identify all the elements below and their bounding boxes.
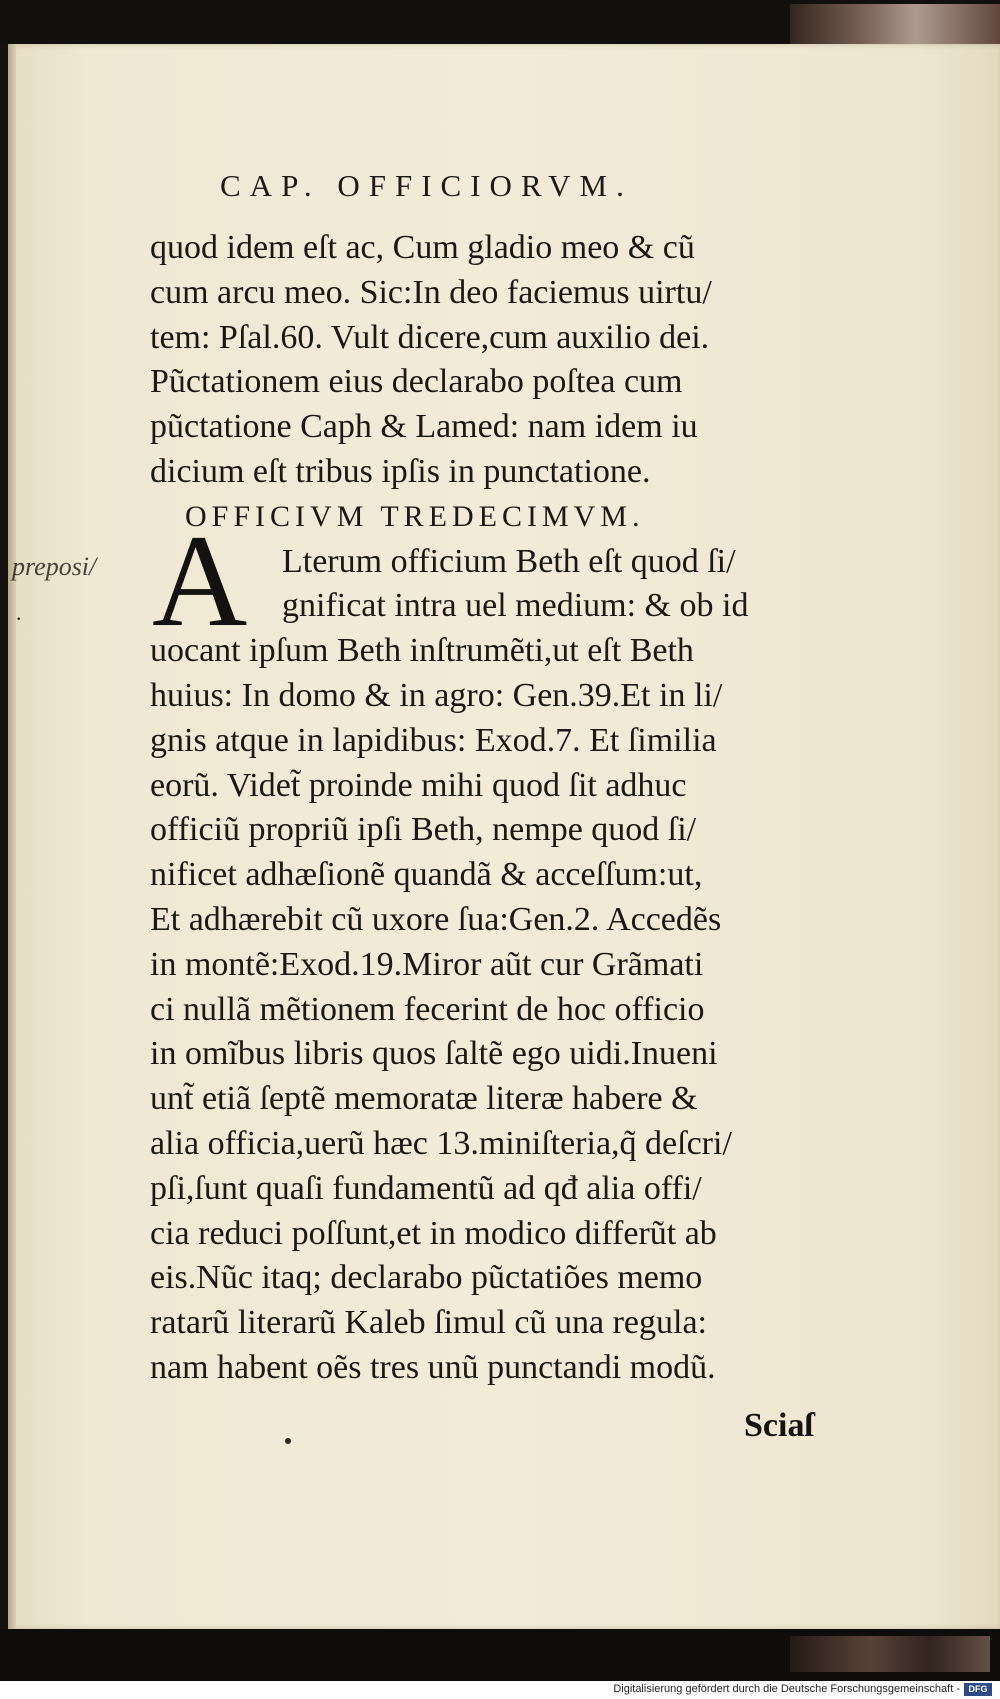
text-line: officiũ propriũ ipſi Beth, nempe quod ſi/ (150, 811, 697, 849)
text-line: uocant ipſum Beth inſtrumẽti,ut eſt Beth (150, 632, 694, 670)
text-line: eis.Nũc itaq; declarabo pũctatiões memo (150, 1259, 703, 1297)
text-line: ci nullã mẽtionem fecerint de hoc officio (150, 990, 705, 1028)
binding-corner-top (790, 4, 1000, 44)
text-line: gnis atque in lapidibus: Exod.7. Et ſimilia (150, 721, 717, 759)
text-line: Lterum officium Beth eſt quod ſi/ (282, 542, 736, 580)
text-line: tem: Pſal.60. Vult dicere,cum auxilio dei. (150, 318, 710, 356)
margin-annotation: preposi/ (12, 552, 97, 581)
drop-cap-initial: A (152, 507, 248, 654)
margin-mark: . (16, 600, 22, 625)
text-line: pũctatione Caph & Lamed: nam idem iu (150, 408, 698, 446)
text-line: alia officia,uerũ hæc 13.miniſteria,q̃ deſcri/ (150, 1124, 732, 1162)
binding-corner-bottom (790, 1636, 990, 1672)
section-heading: OFFICIVM TREDECIMVM. (185, 499, 645, 533)
text-line: quod idem eſt ac, Cum gladio meo & cũ (150, 229, 695, 266)
ink-speck (285, 1438, 291, 1444)
text-line: Et adhærebit cũ uxore ſua:Gen.2. Accedẽs (150, 900, 722, 938)
text-line: huius: In domo & in agro: Gen.39.Et in li/ (150, 676, 723, 714)
text-line: Pũctationem eius declarabo poſtea cum (150, 363, 683, 401)
text-line: dicium eſt tribus ipſis in punctatione. (150, 452, 651, 490)
text-line: in montẽ:Exod.19.Miror aũt cur Grãmati (150, 945, 704, 983)
text-line: unt̃ etiã ſeptẽ memoratæ literæ habere & (150, 1080, 698, 1118)
text-line: gnificat intra uel medium: & ob id (282, 587, 749, 625)
running-head: CAP. OFFICIORVM. (220, 168, 633, 203)
text-line: nam habent oẽs tres unũ punctandi modũ. (150, 1348, 716, 1386)
text-line: nificet adhæſionẽ quandã & acceſſum:ut, (150, 856, 703, 894)
dfg-logo: DFG (964, 1683, 992, 1696)
text-line: pſi,ſunt quaſi fundamentũ ad qđ alia offi/ (150, 1169, 702, 1207)
text-line: cum arcu meo. Sic:In deo faciemus uirtu/ (150, 273, 712, 311)
page-gutter-edge (8, 44, 16, 1629)
text-line: ratarũ literarũ Kaleb ſimul cũ una regula: (150, 1304, 707, 1342)
text-line: cia reduci poſſunt,et in modico differũt ab (150, 1214, 717, 1252)
funding-credit: Digitalisierung gefördert durch die Deutsche Forschungsgemeinschaft - (613, 1683, 960, 1695)
catchword: Sciaſ (744, 1407, 814, 1444)
text-line: in omĩbus libris quos ſaltẽ ego uidi.Inueni (150, 1035, 718, 1073)
text-line: eorũ. Videt̃ proinde mihi quod ſit adhuc (150, 766, 687, 804)
body-text (150, 226, 850, 1391)
